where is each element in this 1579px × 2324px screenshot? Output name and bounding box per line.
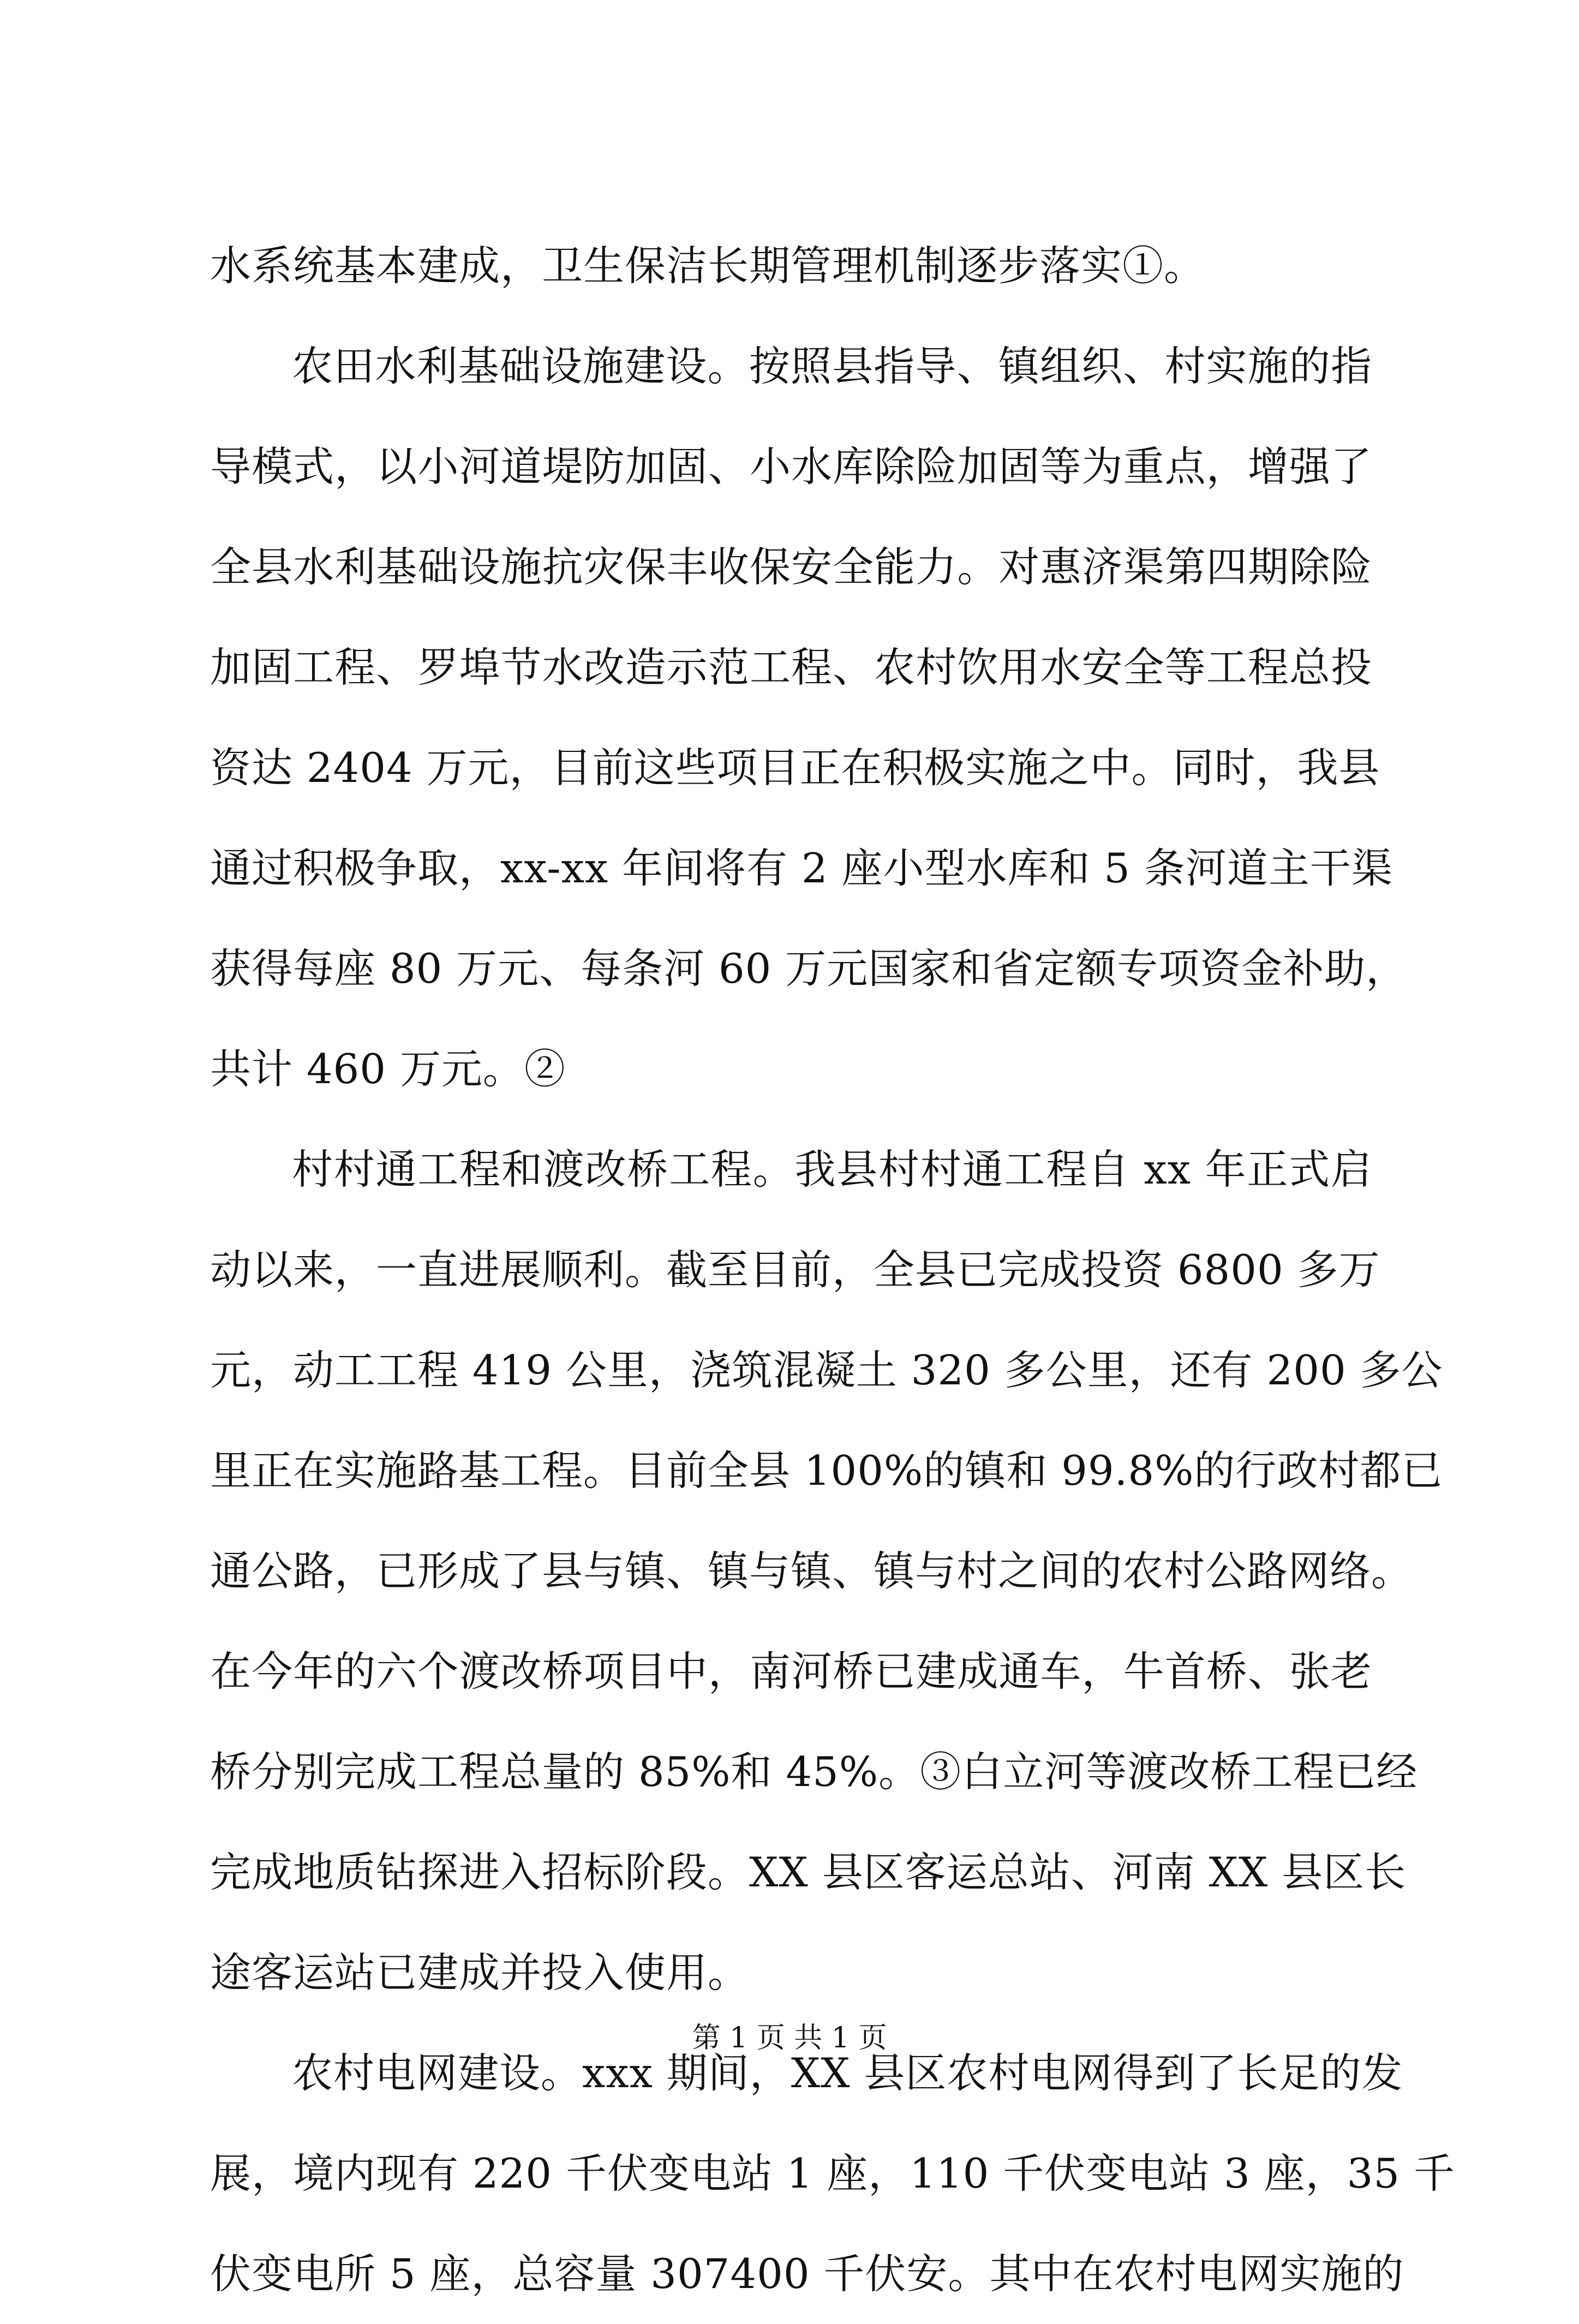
text-line: 途客运站已建成并投入使用。 bbox=[210, 1949, 750, 1997]
text-line: 通公路，已形成了县与镇、镇与镇、镇与村之间的农村公路网络。 bbox=[210, 1547, 1413, 1595]
text-line: 水系统基本建成，卫生保洁长期管理机制逐步落实①。 bbox=[210, 242, 1206, 290]
text-line: 通过积极争取，xx-xx 年间将有 2 座小型水库和 5 条河道主干渠 bbox=[210, 844, 1393, 892]
text-line: 完成地质钻探进入招标阶段。XX 县区客运总站、河南 XX 县区长 bbox=[210, 1848, 1407, 1896]
text-line: 在今年的六个渡改桥项目中，南河桥已建成通车，牛首桥、张老 bbox=[210, 1647, 1372, 1695]
text-line: 获得每座 80 万元、每条河 60 万元国家和省定额专项资金补助， bbox=[210, 945, 1408, 993]
text-line: 资达 2404 万元，目前这些项目正在积极实施之中。同时，我县 bbox=[210, 744, 1380, 792]
text-line: 农村电网建设。xxx 期间，XX 县区农村电网得到了长足的发 bbox=[292, 2049, 1403, 2097]
text-line: 伏变电所 5 座，总容量 307400 千伏安。其中在农村电网实施的 bbox=[210, 2250, 1404, 2298]
text-line: 元，动工工程 419 公里，浇筑混凝土 320 多公里，还有 200 多公 bbox=[210, 1346, 1443, 1394]
text-line: 展，境内现有 220 千伏变电站 1 座，110 千伏变电站 3 座，35 千 bbox=[210, 2149, 1455, 2197]
text-line: 里正在实施路基工程。目前全县 100%的镇和 99.8%的行政村都已 bbox=[210, 1447, 1443, 1495]
text-line: 动以来，一直进展顺利。截至目前，全县已完成投资 6800 多万 bbox=[210, 1246, 1380, 1294]
text-line: 村村通工程和渡改桥工程。我县村村通工程自 xx 年正式启 bbox=[292, 1145, 1372, 1193]
text-line: 全县水利基础设施抗灾保丰收保安全能力。对惠济渠第四期除险 bbox=[210, 543, 1372, 591]
text-line: 导模式，以小河道堤防加固、小水库除险加固等为重点，增强了 bbox=[210, 443, 1372, 491]
document-body bbox=[210, 216, 1455, 2324]
page-footer: 第 1 页 共 1 页 bbox=[692, 2022, 887, 2054]
text-line: 桥分别完成工程总量的 85%和 45%。③白立河等渡改桥工程已经 bbox=[210, 1748, 1418, 1796]
text-line: 加固工程、罗埠节水改造示范工程、农村饮用水安全等工程总投 bbox=[210, 643, 1372, 691]
text-line: 农田水利基础设施建设。按照县指导、镇组织、村实施的指 bbox=[292, 342, 1372, 390]
text-line: 共计 460 万元。② bbox=[210, 1045, 566, 1093]
